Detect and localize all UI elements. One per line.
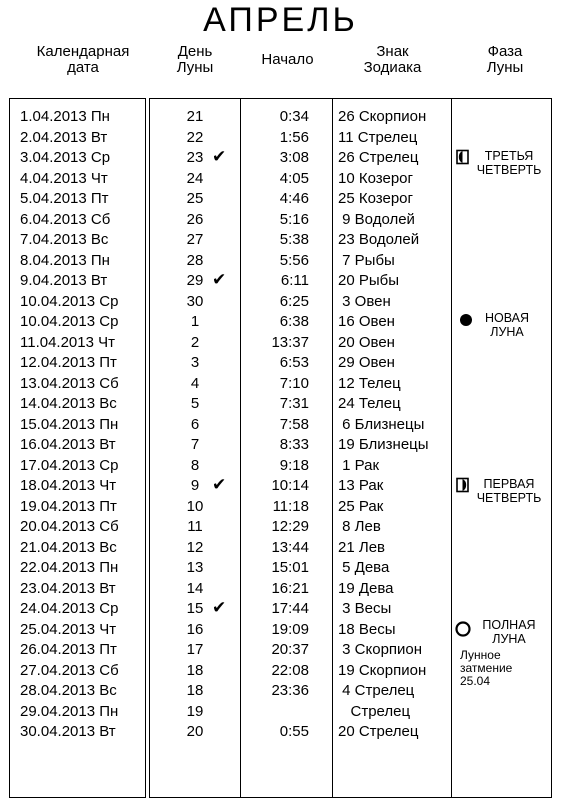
date-cell: 22.04.2013 Пн (20, 559, 119, 576)
start-cell: 4:05 (279, 169, 309, 187)
start-cell: 7:58 (279, 415, 309, 433)
start-cell: 22:08 (271, 661, 309, 679)
checkmark-icon: ✔ (212, 475, 227, 494)
phase-label-line: ЛУНА (492, 631, 526, 646)
lunar-day-cell: 18 (186, 682, 204, 699)
eclipse-note-line2: затмение (460, 661, 513, 675)
start-cell: 3:08 (279, 149, 309, 166)
header-phase-line2: Луны (486, 59, 524, 76)
date-cell: 20.04.2013 Сб (20, 518, 119, 535)
header-lunar-day (150, 44, 240, 84)
zodiac-cell: 20 Рыбы (338, 272, 400, 289)
date-cell: 16.04.2013 Вт (20, 436, 116, 453)
header-date-line1: Календарная (36, 43, 130, 60)
zodiac-cell: 21 Лев (338, 538, 386, 556)
zodiac-cell: 26 Стрелец (338, 149, 419, 166)
lunar-day-cell: 8 (190, 456, 200, 474)
zodiac-cell: 19 Близнецы (338, 436, 429, 453)
start-cell: 8:33 (279, 436, 309, 453)
lunar-day-cell: 5 (190, 395, 200, 412)
start-cell: 13:44 (271, 538, 309, 556)
date-cell: 10.04.2013 Ср (20, 292, 119, 310)
lunar-day-cell: 2 (190, 333, 200, 351)
start-cell: 20:37 (271, 641, 309, 658)
date-cell: 15.04.2013 Пн (20, 415, 119, 433)
date-cell: 17.04.2013 Ср (20, 456, 119, 474)
date-cell: 7.04.2013 Вс (20, 231, 109, 248)
lunar-day-cell: 22 (186, 128, 204, 146)
date-cell: 13.04.2013 Сб (20, 374, 119, 392)
zodiac-cell: 8 Лев (338, 518, 381, 535)
start-cell: 23:36 (271, 682, 309, 699)
start-cell: 4:46 (279, 190, 309, 207)
lunar-day-cell: 28 (186, 251, 204, 269)
phase-label-line: ТРЕТЬЯ (484, 149, 534, 163)
header-zodiac-line2: Зодиака (363, 59, 422, 76)
start-cell: 11:18 (272, 497, 309, 515)
date-cell: 12.04.2013 Пт (20, 354, 117, 371)
lunar-day-cell: 6 (190, 415, 200, 433)
new-moon-icon (458, 312, 474, 328)
zodiac-cell: 6 Близнецы (338, 415, 425, 433)
date-cell: 30.04.2013 Вт (20, 723, 116, 740)
zodiac-cell: 26 Скорпион (338, 108, 427, 125)
phase-label-line: ПЕРВАЯ (483, 477, 535, 491)
lunar-day-cell: 21 (186, 108, 204, 125)
date-cell: 25.04.2013 Чт (20, 620, 117, 638)
third-quarter-moon-icon (455, 149, 471, 165)
zodiac-cell: 3 Весы (338, 600, 392, 617)
start-cell: 5:38 (279, 231, 309, 248)
start-cell: 0:55 (279, 723, 309, 740)
phase-label (470, 477, 548, 505)
start-cell: 5:16 (279, 210, 309, 228)
date-cell: 6.04.2013 Сб (20, 210, 111, 228)
full-moon-icon (455, 621, 471, 637)
zodiac-cell: 13 Рак (338, 477, 384, 494)
zodiac-cell: 3 Скорпион (338, 641, 423, 658)
date-cell: 23.04.2013 Вт (20, 579, 116, 597)
zodiac-cell: 4 Стрелец (338, 682, 415, 699)
date-cell: 8.04.2013 Пн (20, 251, 110, 269)
header-zodiac-line1: Знак (376, 43, 409, 60)
start-cell: 17:44 (271, 600, 309, 617)
zodiac-cell: 12 Телец (338, 374, 401, 392)
header-lunar-day-line2: Луны (176, 59, 214, 76)
start-cell: 10:14 (271, 477, 309, 494)
date-cell: 4.04.2013 Чт (20, 169, 108, 187)
date-cell: 10.04.2013 Ср (20, 313, 119, 330)
date-cell: 14.04.2013 Вс (20, 395, 117, 412)
date-cell: 3.04.2013 Ср (20, 149, 111, 166)
phase-label (470, 149, 548, 177)
lunar-day-cell: 30 (186, 292, 204, 310)
date-cell: 2.04.2013 Вт (20, 128, 108, 146)
start-cell: 16:21 (271, 579, 309, 597)
start-cell: 1:56 (279, 128, 309, 146)
start-cell: 19:09 (271, 620, 309, 638)
start-cell: 7:31 (279, 395, 309, 412)
lunar-day-cell: 10 (186, 497, 204, 515)
phase-label-line: ПОЛНАЯ (482, 617, 536, 632)
start-cell: 13:37 (271, 333, 309, 351)
phase-label (476, 311, 538, 339)
date-cell: 26.04.2013 Пт (20, 641, 117, 658)
lunar-day-cell: 27 (186, 231, 204, 248)
phase-label-line: ЧЕТВЕРТЬ (476, 163, 542, 177)
zodiac-cell: 10 Козерог (338, 169, 413, 187)
page-title: АПРЕЛЬ (203, 1, 358, 39)
checkmark-icon: ✔ (212, 270, 227, 289)
start-cell: 5:56 (279, 251, 309, 269)
lunar-day-cell: 20 (186, 723, 204, 740)
header-start-line1: Начало (261, 51, 314, 68)
start-cell: 6:53 (279, 354, 309, 371)
date-cell: 18.04.2013 Чт (20, 477, 117, 494)
header-date-line2: дата (67, 59, 99, 76)
lunar-day-cell: 17 (186, 641, 204, 658)
lunar-day-cell: 26 (186, 210, 204, 228)
zodiac-cell: 16 Овен (338, 313, 395, 330)
date-cell: 19.04.2013 Пт (20, 497, 117, 515)
start-cell: 6:11 (280, 272, 309, 289)
date-cell: 28.04.2013 Вс (20, 682, 117, 699)
lunar-day-cell: 15 (186, 600, 204, 617)
checkmark-icon: ✔ (212, 147, 227, 166)
zodiac-cell: 18 Весы (338, 620, 396, 638)
zodiac-cell: 3 Овен (338, 292, 391, 310)
zodiac-cell: 5 Дева (338, 559, 390, 576)
lunar-day-cell: 11 (187, 518, 203, 535)
zodiac-cell: 29 Овен (338, 354, 395, 371)
date-cell: 1.04.2013 Пн (20, 108, 110, 125)
lunar-day-cell: 14 (186, 579, 204, 597)
date-cell: 21.04.2013 Вс (20, 538, 117, 556)
date-cell: 29.04.2013 Пн (20, 702, 119, 720)
zodiac-cell: 20 Стрелец (338, 723, 419, 740)
lunar-day-cell: 25 (186, 190, 204, 207)
start-cell: 12:29 (271, 518, 309, 535)
zodiac-cell: 25 Рак (338, 497, 384, 515)
lunar-day-cell: 7 (190, 436, 200, 453)
lunar-day-cell: 13 (186, 559, 204, 576)
zodiac-cell: 20 Овен (338, 333, 395, 351)
eclipse-note-line3: 25.04 (460, 674, 491, 688)
zodiac-cell: 25 Козерог (338, 190, 413, 207)
eclipse-note-line1: Лунное (460, 648, 501, 662)
date-cell: 24.04.2013 Ср (20, 600, 119, 617)
header-date (18, 44, 148, 84)
lunar-day-cell: 23 (186, 149, 204, 166)
start-cell: 0:34 (279, 108, 309, 125)
header-zodiac (335, 44, 450, 84)
lunar-day-cell: 16 (186, 620, 204, 638)
zodiac-cell: 24 Телец (338, 395, 401, 412)
zodiac-cell: 11 Стрелец (338, 128, 418, 146)
checkmark-icon: ✔ (212, 598, 227, 617)
date-cell: 5.04.2013 Пт (20, 190, 109, 207)
zodiac-cell: 9 Водолей (338, 210, 415, 228)
date-cell: 11.04.2013 Чт (20, 333, 115, 351)
zodiac-cell: Стрелец (338, 702, 411, 720)
lunar-day-cell: 24 (186, 169, 204, 187)
first-quarter-moon-icon (455, 477, 471, 493)
header-phase-line1: Фаза (487, 43, 523, 60)
start-cell: 7:10 (279, 374, 309, 392)
lunar-day-cell: 3 (190, 354, 200, 371)
lunar-day-cell: 4 (190, 374, 200, 392)
start-cell: 15:01 (271, 559, 309, 576)
lunar-day-cell: 18 (186, 661, 204, 679)
phase-label-line: НОВАЯ (484, 311, 530, 325)
header-phase (455, 44, 555, 84)
phase-label-line: ЛУНА (490, 325, 524, 339)
phase-column (451, 98, 552, 798)
date-cell: 27.04.2013 Сб (20, 661, 119, 679)
lunar-day-cell: 19 (186, 702, 204, 720)
zodiac-cell: 7 Рыбы (338, 251, 395, 269)
date-cell: 9.04.2013 Вт (20, 272, 108, 289)
zodiac-cell: 23 Водолей (338, 231, 420, 248)
zodiac-cell: 19 Скорпион (338, 661, 427, 679)
lunar-day-cell: 12 (186, 538, 204, 556)
header-start (240, 52, 335, 92)
lunar-day-cell: 9 (190, 477, 200, 494)
zodiac-cell: 19 Дева (338, 579, 394, 597)
start-cell: 6:38 (279, 313, 309, 330)
header-lunar-day-line1: День (177, 43, 213, 60)
zodiac-cell: 1 Рак (338, 456, 380, 474)
phase-label (470, 618, 548, 646)
eclipse-note (460, 649, 512, 688)
start-cell: 9:18 (279, 456, 309, 474)
phase-label-line: ЧЕТВЕРТЬ (476, 491, 542, 505)
lunar-day-cell: 29 (186, 272, 204, 289)
start-cell (240, 702, 309, 723)
start-cell: 6:25 (279, 292, 309, 310)
lunar-day-cell: 1 (190, 313, 200, 330)
